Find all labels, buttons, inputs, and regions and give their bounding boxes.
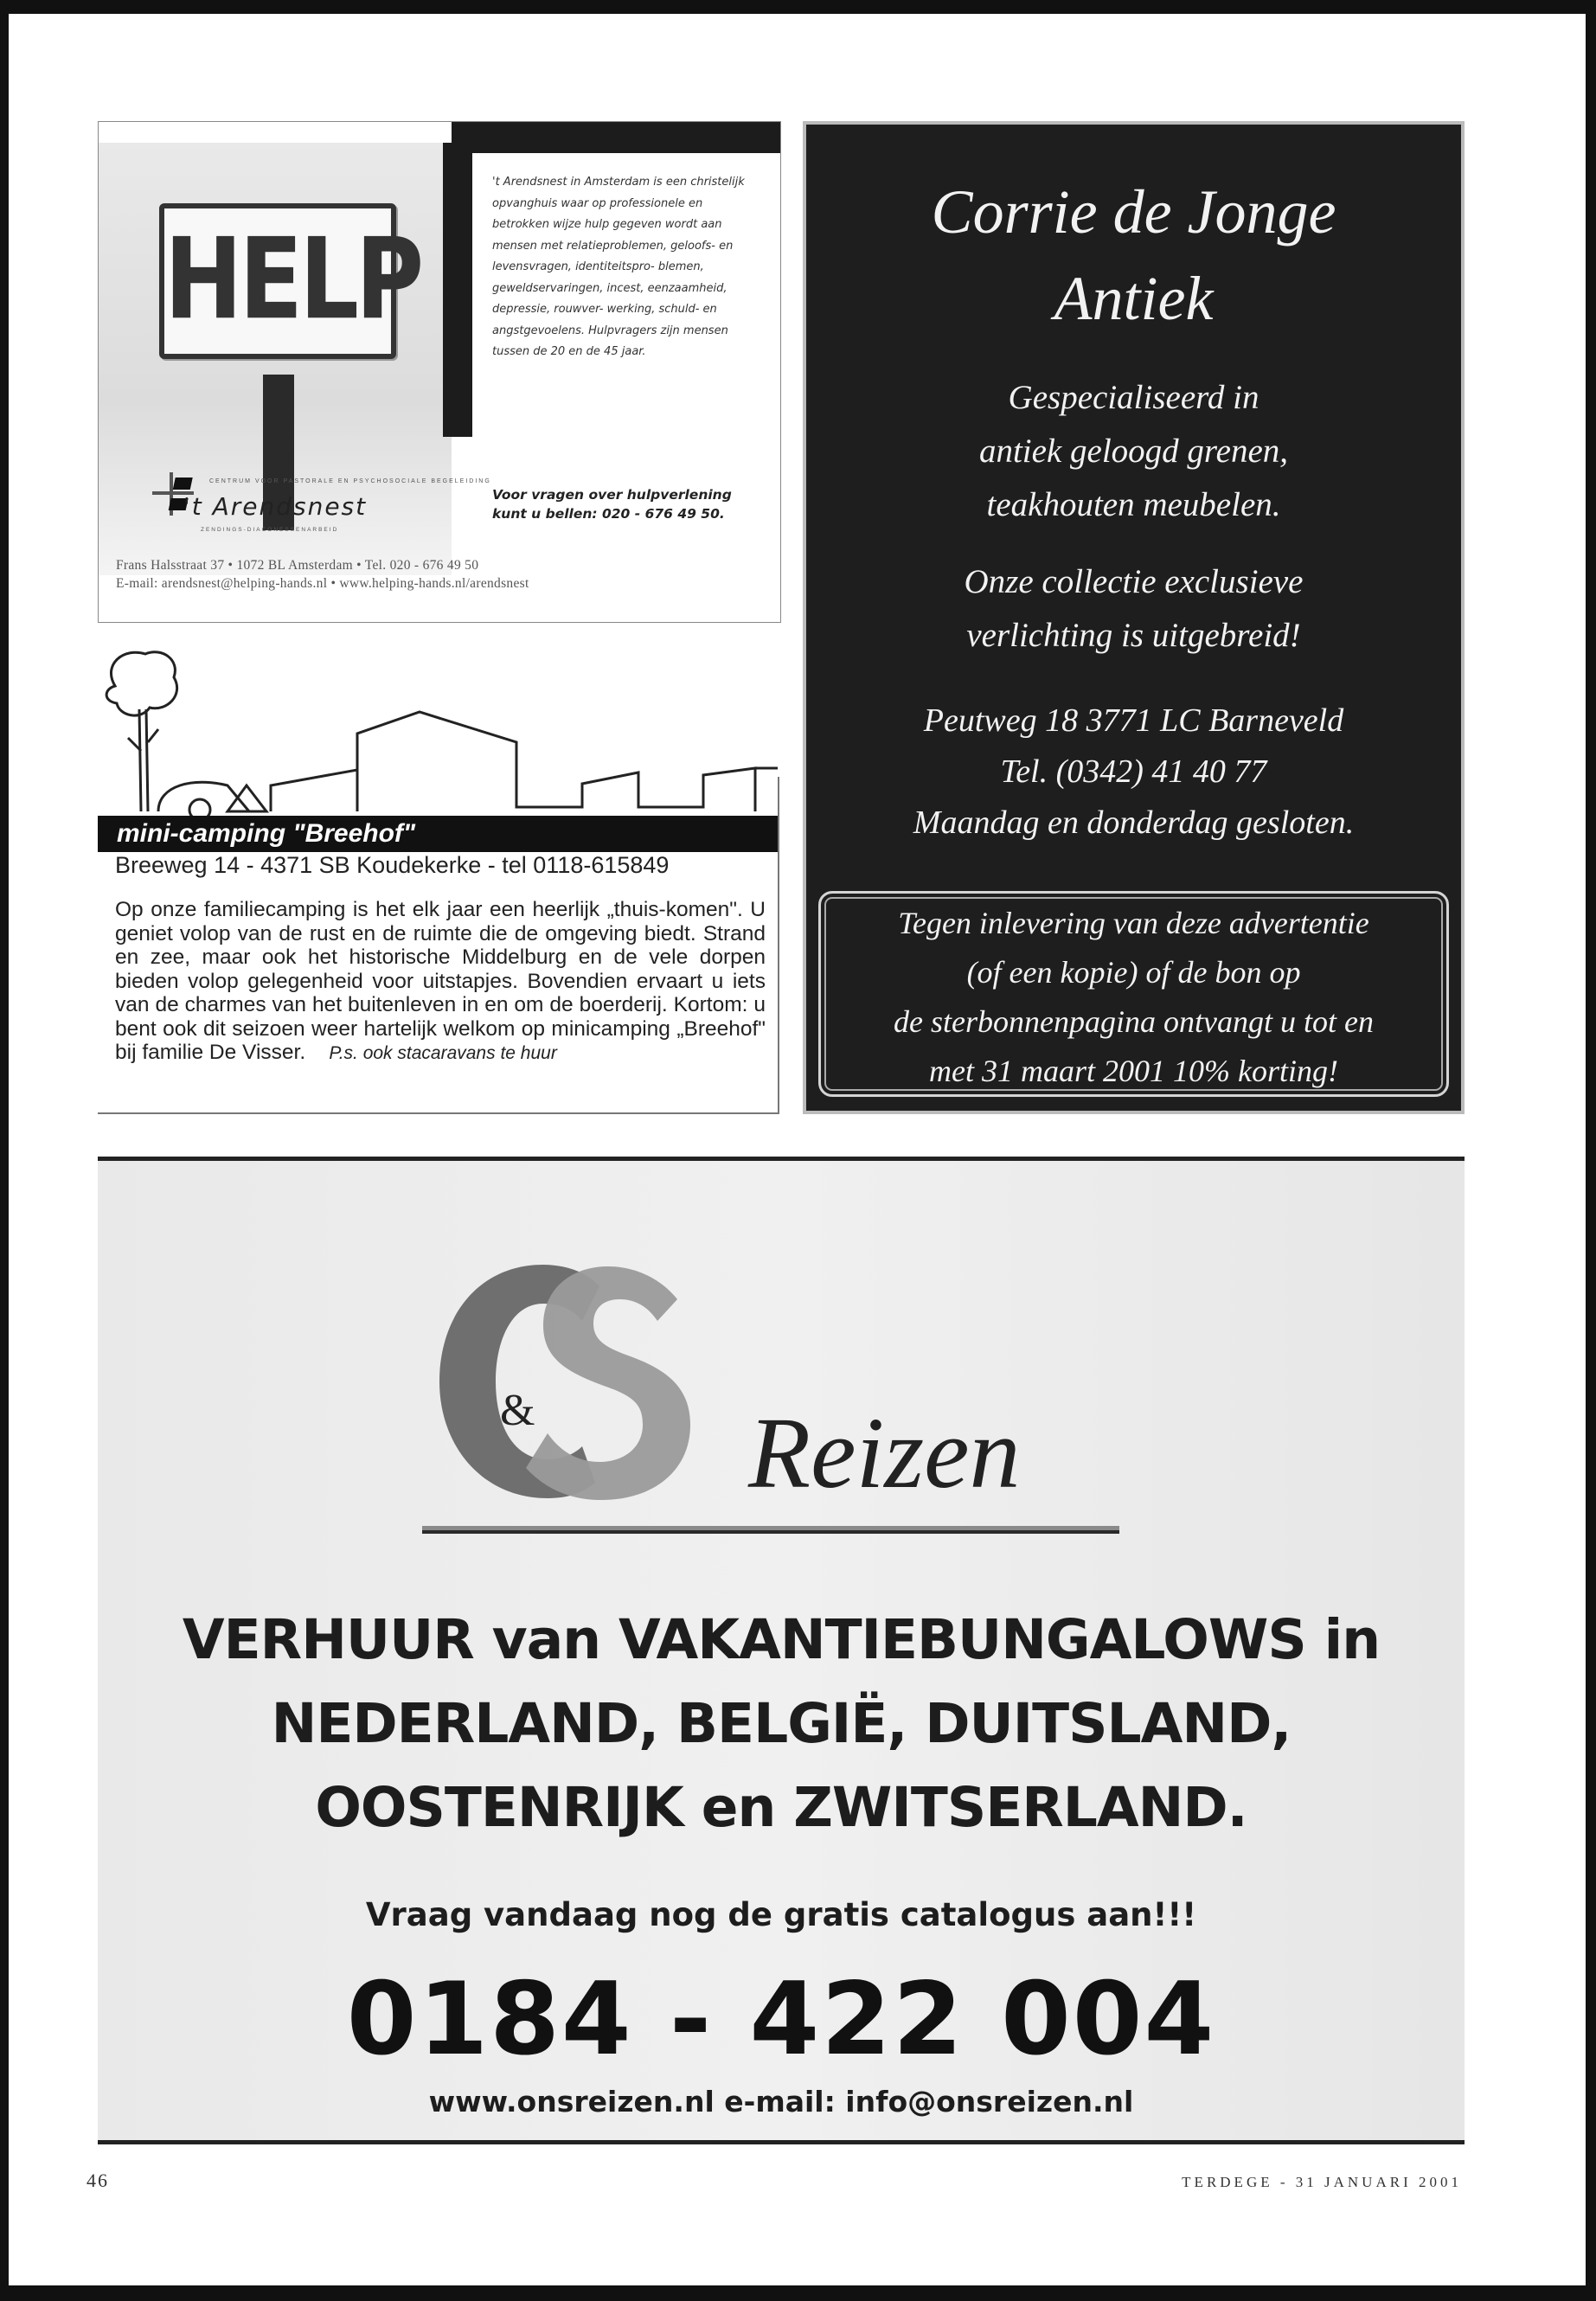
- help-sign: [159, 203, 421, 359]
- corrie-title-antiek: Antiek: [1054, 264, 1214, 333]
- corrie-contact: [806, 695, 1461, 849]
- os-web-email: www.onsreizen.nl e-mail: info@onsreizen.nl: [428, 2085, 1134, 2118]
- corrie-offer-line2: (of een kopie) of de bon op: [966, 955, 1301, 990]
- arendsnest-contact-email: E-mail: arendsnest@helping-hands.nl • www.helping-hands.nl/arendsnest: [116, 576, 529, 591]
- corrie-coll-line2: verlichting is uitgebreid!: [966, 617, 1301, 654]
- camping-body-text: [115, 898, 766, 1066]
- corrie-antiek-ad: [803, 121, 1465, 1114]
- arendsnest-logo-name: 't Arendsnest: [183, 492, 368, 521]
- camping-border-right: [778, 777, 779, 1114]
- page-frame-left: [0, 0, 9, 2301]
- os-headline-line3: OOSTENRIJK en ZWITSERLAND.: [315, 1776, 1247, 1839]
- help-sign-text: HELP: [164, 215, 421, 345]
- arendsnest-contact: [116, 556, 773, 593]
- os-catalogue-cta: Vraag vandaag nog de gratis catalogus aan!!!: [365, 1896, 1197, 1933]
- os-reizen-ad: [98, 1157, 1465, 2144]
- arendsnest-ad: [98, 121, 781, 623]
- camping-title: mini-camping "Breehof": [117, 819, 416, 848]
- os-reizen-logo-icon: [431, 1247, 708, 1507]
- page-frame-bottom: [0, 2285, 1596, 2301]
- os-phone-number: 0184 - 422 004: [346, 1961, 1216, 2078]
- os-rule-dark: [422, 1530, 1119, 1534]
- arendsnest-questions-line1: Voor vragen over hulpverlening: [492, 487, 732, 503]
- corrie-specialism: [806, 371, 1461, 532]
- corrie-title-name: Corrie de Jonge: [931, 177, 1336, 247]
- os-headline: [98, 1598, 1465, 1849]
- corrie-offer: [806, 899, 1461, 1096]
- arendsnest-description: 't Arendsnest in Amsterdam is een christelijk opvanghuis waar op professionele en betrokken wijze hulp gegeven wordt aan mensen met relatieproblemen, geloofs- en levensvragen, identiteitspro- blemen, geweldservaringen, incest, eenzaamheid, depressie, rouwver- werking, schuld- en angstgevoelens. Hulpvragers zijn mensen tussen de 20 en de 45 jaar.: [492, 176, 745, 358]
- corrie-offer-line1: Tegen inlevering van deze advertentie: [898, 906, 1369, 940]
- os-logo-ampersand: &: [500, 1386, 535, 1435]
- arendsnest-dark-column: [443, 143, 472, 437]
- page-number: 46: [87, 2170, 109, 2191]
- camping-ps-note: P.s. ook stacaravans te huur: [329, 1043, 557, 1063]
- arendsnest-contact-address: Frans Halsstraat 37 • 1072 BL Amsterdam • Tel. 020 - 676 49 50: [116, 558, 479, 573]
- arendsnest-logo-subline: ZENDINGS-DIACONESSENARBEID: [201, 527, 339, 533]
- camping-breehof-ad: [98, 647, 779, 1114]
- corrie-collection: [806, 555, 1461, 663]
- camping-border-bottom: [98, 1112, 779, 1114]
- farm-drawing-illustration: [98, 647, 779, 816]
- arendsnest-phone-note: [492, 485, 769, 523]
- corrie-spec-line1: Gespecialiseerd in: [1008, 379, 1259, 416]
- magazine-footer: TERDEGE - 31 JANUARI 2001: [1182, 2174, 1462, 2190]
- corrie-spec-line2: antiek geloogd grenen,: [978, 433, 1289, 470]
- corrie-closed: Maandag en donderdag gesloten.: [913, 804, 1355, 841]
- os-logo-word: Reizen: [748, 1396, 1021, 1509]
- corrie-phone: Tel. (0342) 41 40 77: [1000, 753, 1267, 790]
- page-frame-right: [1586, 0, 1596, 2301]
- page-frame-top: [0, 0, 1596, 14]
- os-headline-line1: VERHUUR van VAKANTIEBUNGALOWS in: [182, 1608, 1381, 1671]
- camping-address: Breeweg 14 - 4371 SB Koudekerke - tel 0118-615849: [115, 852, 670, 878]
- corrie-offer-line3: de sterbonnenpagina ontvangt u tot en: [894, 1004, 1374, 1039]
- camping-description: Op onze familiecamping is het elk jaar een heerlijk „thuis-komen". U geniet volop van de rust en de ruimte die de omgeving biedt. Strand en zee, maar ook het historische Middelburg en de vele dorpen bieden volop gelegenheid voor uitstapjes. Bovendien ervaart u iets van de charmes van het buitenleven in en om de boerderij. Kortom: u bent ook dit seizoen weer hartelijk welkom op minicamping „Breehof" bij familie De Visser.: [115, 898, 766, 1064]
- corrie-spec-line3: teakhouten meubelen.: [986, 486, 1281, 523]
- corrie-coll-line1: Onze collectie exclusieve: [964, 563, 1304, 600]
- os-headline-line2: NEDERLAND, BELGIË, DUITSLAND,: [271, 1692, 1292, 1755]
- arendsnest-questions-line2: kunt u bellen: 020 - 676 49 50.: [492, 506, 725, 522]
- arendsnest-top-white: [99, 122, 452, 143]
- corrie-offer-line4: met 31 maart 2001 10% korting!: [929, 1054, 1338, 1088]
- corrie-address: Peutweg 18 3771 LC Barneveld: [923, 702, 1344, 739]
- arendsnest-logo-tagline: CENTRUM VOOR PASTORALE EN PSYCHOSOCIALE BEGELEIDING: [209, 478, 491, 484]
